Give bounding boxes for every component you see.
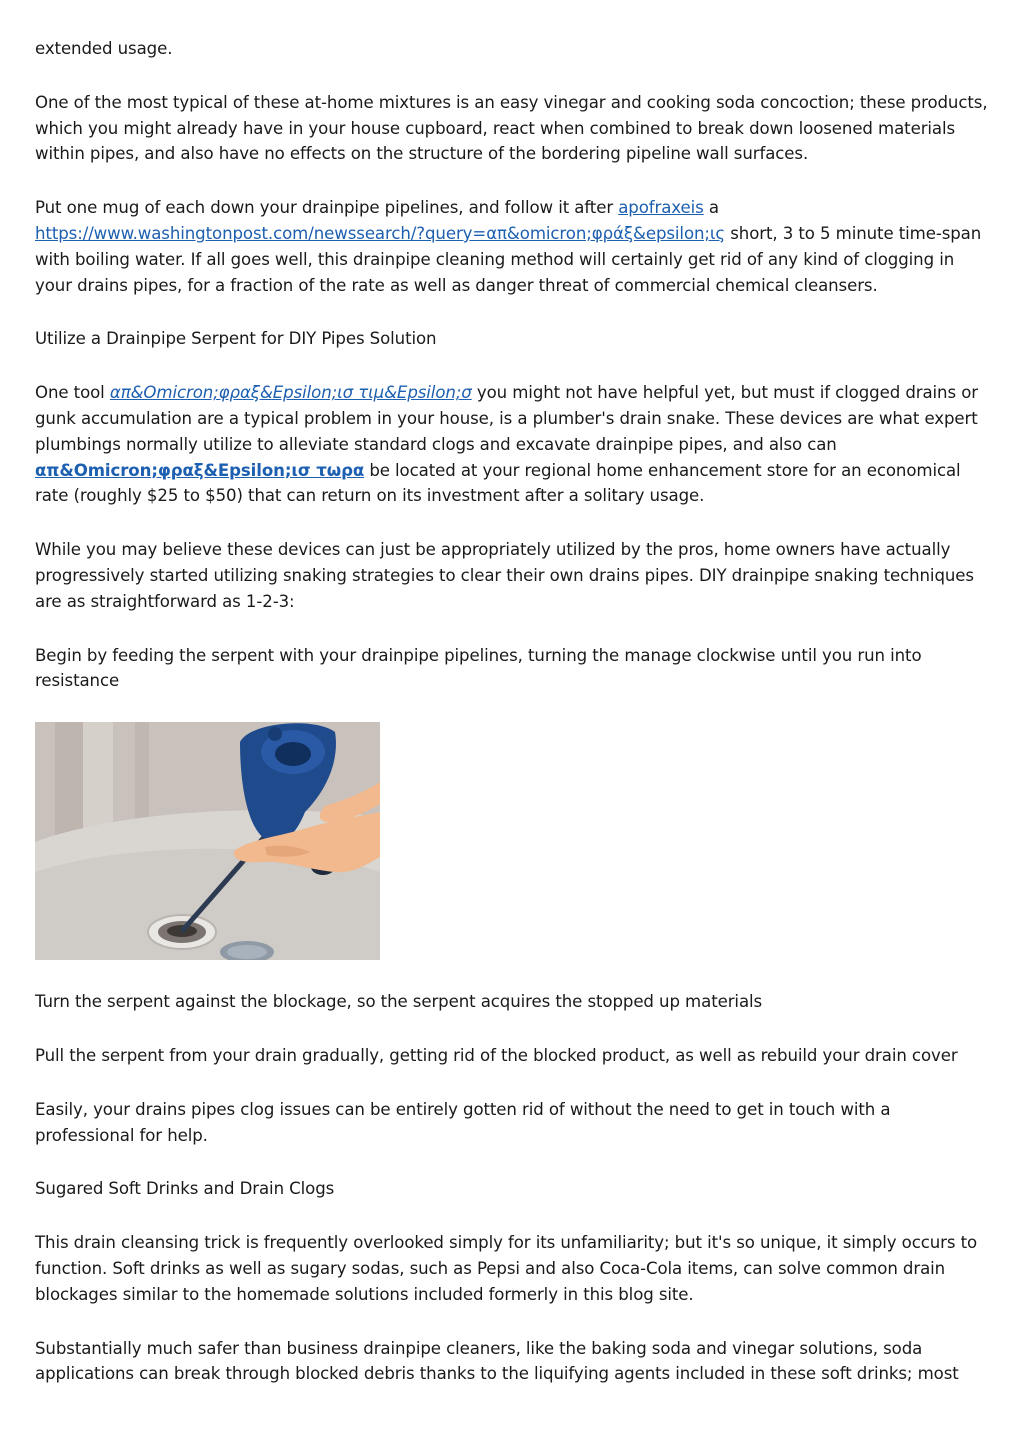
paragraph-step-feed: Begin by feeding the serpent with your drainpipe pipelines, turning the manage clockwise until you run into resistance	[35, 645, 922, 691]
paragraph-vinegar-soda: One of the most typical of these at-home mixtures is an easy vinegar and cooking soda concoction; these products, which you might already have in your house cupboard, react when combined to break down loosened materials within pipes, and also have no effects on the structure of the bordering pipeline wall surfaces.	[35, 92, 988, 164]
heading-drainpipe-serpent: Utilize a Drainpipe Serpent for DIY Pipes Solution	[35, 329, 437, 349]
paragraph-substantially-safer: Substantially much safer than business drainpipe cleaners, like the baking soda and vinegar solutions, soda applications can break through blocked debris thanks to the liquifying agents included in these soft drinks; most	[35, 1338, 959, 1384]
paragraph-step-pull: Pull the serpent from your drain gradually, getting rid of the blocked product, as well as rebuild your drain cover	[35, 1045, 958, 1065]
paragraph-boiling-water	[35, 195, 990, 298]
text-segment: short, 3 to 5 minute time-span with boiling water. If all goes well, this drainpipe cleaning method will certainly get rid of any kind of clogging in your drains pipes, for a fraction of the rate as well as danger threat of commercial chemical cleansers.	[35, 223, 982, 295]
drain-snake-illustration	[35, 722, 380, 960]
link-washingtonpost-search[interactable]: https://www.washingtonpost.com/newssearch/?query=απ&omicron;φράξ&epsilon;ις	[35, 223, 726, 243]
text-segment: you might not have helpful yet, but must if clogged drains or gunk accumulation are a typical problem in your house, is a plumber's drain snake. These devices are what expert plumbings normally utilize to alleviate standard clogs and excavate drainpipe pipes, and also can	[35, 383, 978, 454]
heading-sugared-soft-drinks: Sugared Soft Drinks and Drain Clogs	[35, 1179, 335, 1199]
paragraph-diy-snaking: While you may believe these devices can just be appropriately utilized by the pros, home owners have actually progressively started utilizing snaking strategies to clear their own drains pipes. DIY drainpipe snaking techniques are as straightforward as 1-2-3:	[35, 540, 974, 611]
paragraph-extended-usage: extended usage.	[35, 39, 173, 58]
link-apofraxeis-tora[interactable]: απ&Omicron;φραξ&Epsilon;ισ τωρα	[35, 460, 365, 480]
article-body	[35, 36, 990, 1415]
paragraph-drain-snake	[35, 380, 990, 509]
link-apofraxeis-times[interactable]: απ&Omicron;φραξ&Epsilon;ισ τιμ&Epsilon;σ	[109, 383, 472, 403]
link-apofraxeis[interactable]: apofraxeis	[618, 198, 704, 218]
text-segment: be located at your regional home enhancement store for an economical rate (roughly $25 to $50) that can return on its investment after a solitary usage.	[35, 460, 961, 506]
paragraph-step-turn: Turn the serpent against the blockage, so the serpent acquires the stopped up materials	[35, 992, 763, 1012]
text-segment: One tool	[35, 383, 110, 403]
text-segment: a	[703, 198, 719, 218]
paragraph-easily: Easily, your drains pipes clog issues can be entirely gotten rid of without the need to get in touch with a professional for help.	[35, 1099, 891, 1145]
paragraph-soft-drinks-trick: This drain cleansing trick is frequently overlooked simply for its unfamiliarity; but it's so unique, it simply occurs to function. Soft drinks as well as sugary sodas, such as Pepsi and also Coca-Cola items, can solve common drain blockages similar to the homemade solutions included formerly in this blog site.	[35, 1233, 978, 1304]
text-segment: Put one mug of each down your drainpipe pipelines, and follow it after	[35, 198, 619, 218]
